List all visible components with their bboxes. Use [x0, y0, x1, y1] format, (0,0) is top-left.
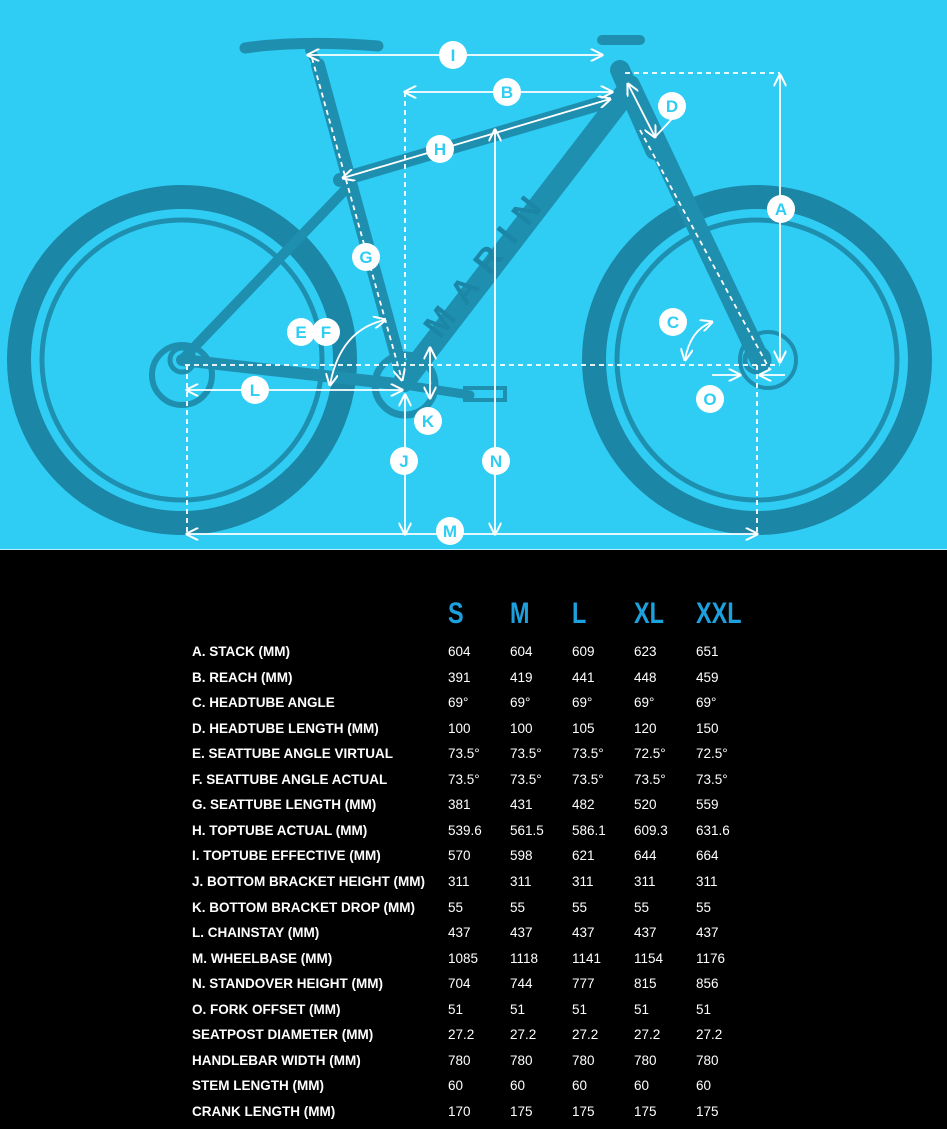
cell-xxl: 664 [696, 848, 719, 864]
cell-s: 437 [448, 925, 471, 941]
table-row [192, 1002, 752, 1027]
cell-m: 73.5° [510, 771, 542, 787]
cell-xl: 60 [634, 1078, 650, 1094]
marker-i [439, 41, 467, 69]
cell-xxl: 1176 [696, 950, 726, 966]
cell-m: 604 [510, 644, 533, 659]
table-row [192, 746, 752, 771]
marker-letter: O [703, 390, 717, 409]
cell-m: 431 [510, 797, 533, 813]
cell-l: 73.5° [572, 771, 604, 787]
cell-l: 311 [572, 873, 594, 889]
row-label: I. TOPTUBE EFFECTIVE (MM) [192, 848, 381, 864]
row-label: C. HEADTUBE ANGLE [192, 695, 335, 711]
table-row [192, 976, 752, 1001]
cell-xxl: 27.2 [696, 1027, 723, 1043]
table-row [192, 1027, 752, 1052]
cell-s: 170 [448, 1103, 471, 1119]
cell-m: 437 [510, 925, 533, 941]
table-row [192, 951, 752, 976]
cell-s: 1085 [448, 950, 479, 966]
row-label: E. SEATTUBE ANGLE VIRTUAL [192, 746, 394, 762]
geometry-table [0, 553, 947, 1127]
row-label: M. WHEELBASE (MM) [192, 950, 333, 966]
cell-xl: 175 [634, 1103, 657, 1119]
marker-letter: B [500, 83, 514, 102]
cell-xl: 448 [634, 669, 657, 685]
cell-xl: 72.5° [634, 746, 666, 762]
table-row [192, 823, 752, 848]
marker-f [312, 318, 340, 346]
cell-l: 586.1 [572, 822, 606, 838]
cell-xl: 780 [634, 1052, 657, 1068]
cell-l: 780 [572, 1052, 595, 1068]
marker-letter: F [320, 323, 332, 342]
cell-xl: 69° [634, 695, 655, 711]
cell-xxl: 459 [696, 669, 719, 685]
cell-xxl: 51 [696, 1001, 712, 1017]
cell-l: 777 [572, 976, 595, 992]
cell-l: 55 [572, 899, 588, 915]
cell-m: 27.2 [510, 1027, 537, 1043]
row-label: L. CHAINSTAY (MM) [192, 925, 320, 941]
cell-l: 482 [572, 797, 595, 813]
cell-s: 311 [448, 873, 470, 889]
cell-m: 51 [510, 1001, 526, 1017]
marker-c [659, 308, 687, 336]
cell-m: 100 [510, 720, 533, 736]
geometry-diagram [0, 0, 947, 549]
cell-xxl: 856 [696, 976, 719, 992]
marker-k [414, 407, 442, 435]
row-label: G. SEATTUBE LENGTH (MM) [192, 797, 377, 813]
cell-xxl: 73.5° [696, 771, 728, 787]
marker-b [493, 78, 521, 106]
marker-letter: A [774, 200, 788, 219]
cell-xl: 609.3 [634, 822, 668, 838]
cell-s: 100 [448, 720, 471, 736]
cell-s: 55 [448, 899, 464, 915]
marker-e [287, 318, 315, 346]
row-label: HANDLEBAR WIDTH (MM) [192, 1052, 361, 1068]
cell-xl: 55 [634, 899, 650, 915]
table-row [192, 1078, 752, 1103]
cell-m: 55 [510, 899, 526, 915]
cell-xxl: 651 [696, 644, 719, 659]
row-label: SEATPOST DIAMETER (MM) [192, 1027, 374, 1043]
cell-l: 441 [572, 669, 595, 685]
table-row [192, 772, 752, 797]
marker-n [482, 447, 510, 475]
saddle [245, 43, 378, 48]
table-row [192, 721, 752, 746]
cell-xl: 437 [634, 925, 657, 941]
cell-s: 570 [448, 848, 471, 864]
row-label: O. FORK OFFSET (MM) [192, 1001, 341, 1017]
cell-l: 621 [572, 848, 595, 864]
cell-xxl: 72.5° [696, 746, 728, 762]
cell-m: 1118 [510, 950, 539, 966]
cell-s: 539.6 [448, 822, 482, 838]
cell-xxl: 780 [696, 1052, 719, 1068]
table-row [192, 874, 752, 899]
cell-m: 69° [510, 695, 531, 711]
cell-s: 604 [448, 644, 471, 659]
cell-l: 73.5° [572, 746, 604, 762]
table-row [192, 797, 752, 822]
crank-arm [405, 385, 470, 395]
cell-m: 780 [510, 1052, 533, 1068]
cell-xxl: 60 [696, 1078, 712, 1094]
table-row [192, 925, 752, 950]
table-row [192, 848, 752, 873]
marker-d [658, 92, 686, 120]
row-label: D. HEADTUBE LENGTH (MM) [192, 720, 379, 736]
marker-letter: N [489, 452, 503, 471]
marker-l [241, 376, 269, 404]
cell-xl: 73.5° [634, 771, 666, 787]
cell-m: 175 [510, 1103, 533, 1119]
marker-letter: D [665, 97, 679, 116]
marker-a [767, 195, 795, 223]
cell-xl: 51 [634, 1001, 650, 1017]
cell-l: 27.2 [572, 1027, 599, 1043]
row-label: STEM LENGTH (MM) [192, 1078, 324, 1094]
cell-l: 1141 [572, 950, 602, 966]
cell-m: 311 [510, 873, 532, 889]
cell-m: 60 [510, 1078, 526, 1094]
cell-s: 69° [448, 695, 469, 711]
table-row [192, 1104, 752, 1129]
row-label: H. TOPTUBE ACTUAL (MM) [192, 822, 368, 838]
table-row [192, 644, 752, 669]
cell-xxl: 559 [696, 797, 719, 813]
row-label: N. STANDOVER HEIGHT (MM) [192, 976, 383, 992]
seat-post [310, 50, 318, 65]
row-label: F. SEATTUBE ANGLE ACTUAL [192, 771, 388, 787]
brand-logo: MARIN [416, 178, 559, 345]
cell-xxl: 631.6 [696, 822, 730, 838]
cell-xxl: 311 [696, 873, 718, 889]
cell-s: 780 [448, 1052, 471, 1068]
cell-xl: 27.2 [634, 1027, 661, 1043]
row-label: A. STACK (MM) [192, 644, 290, 659]
marker-letter: K [421, 412, 435, 431]
size-header-m: M [510, 597, 530, 630]
marker-o [696, 385, 724, 413]
table-row [192, 900, 752, 925]
dim-arc-c [685, 322, 712, 360]
chain-stay [182, 360, 405, 385]
bike-illustration [0, 0, 947, 549]
size-header-xl: XL [634, 597, 664, 630]
cell-xl: 623 [634, 644, 657, 659]
cell-s: 73.5° [448, 746, 480, 762]
size-header-l: L [572, 597, 587, 630]
cell-xl: 120 [634, 720, 657, 736]
cell-xxl: 175 [696, 1103, 719, 1119]
cell-xl: 1154 [634, 950, 664, 966]
cell-m: 744 [510, 976, 533, 992]
marker-j [390, 447, 418, 475]
cell-xl: 311 [634, 873, 656, 889]
cell-s: 381 [448, 797, 471, 813]
marker-h [426, 135, 454, 163]
cell-s: 704 [448, 976, 471, 992]
cell-xxl: 437 [696, 925, 719, 941]
cell-xl: 815 [634, 976, 657, 992]
row-label: B. REACH (MM) [192, 669, 293, 685]
cell-xxl: 69° [696, 695, 717, 711]
cell-l: 60 [572, 1078, 588, 1094]
marker-letter: L [249, 381, 261, 400]
cell-l: 51 [572, 1001, 588, 1017]
cell-l: 437 [572, 925, 595, 941]
cell-m: 73.5° [510, 746, 542, 762]
cell-s: 391 [448, 669, 471, 685]
cell-l: 105 [572, 720, 595, 736]
marker-g [352, 243, 380, 271]
table-row [192, 670, 752, 695]
cell-l: 69° [572, 695, 593, 711]
cell-s: 60 [448, 1078, 464, 1094]
cell-s: 73.5° [448, 771, 480, 787]
marker-letter: J [399, 452, 409, 471]
marker-m [436, 517, 464, 545]
row-label: CRANK LENGTH (MM) [192, 1103, 336, 1119]
cell-s: 27.2 [448, 1027, 475, 1043]
marker-letter: M [442, 522, 458, 541]
cell-l: 175 [572, 1103, 595, 1119]
marker-letter: C [666, 313, 680, 332]
cell-m: 561.5 [510, 822, 544, 838]
cell-m: 419 [510, 669, 533, 685]
cell-xxl: 150 [696, 720, 719, 736]
row-label: K. BOTTOM BRACKET DROP (MM) [192, 899, 415, 915]
cell-l: 609 [572, 644, 595, 659]
cell-xxl: 55 [696, 899, 712, 915]
size-header-s: S [448, 597, 464, 630]
table-row [192, 695, 752, 720]
table-row [192, 1053, 752, 1078]
marker-letter: I [450, 46, 456, 65]
cell-s: 51 [448, 1001, 464, 1017]
marker-letter: H [433, 140, 447, 159]
size-header-xxl: XXL [696, 597, 742, 630]
marker-letter: E [295, 323, 307, 342]
row-label: J. BOTTOM BRACKET HEIGHT (MM) [192, 873, 425, 889]
cell-xl: 644 [634, 848, 657, 864]
cell-m: 598 [510, 848, 533, 864]
marker-letter: G [359, 248, 373, 267]
cell-xl: 520 [634, 797, 657, 813]
